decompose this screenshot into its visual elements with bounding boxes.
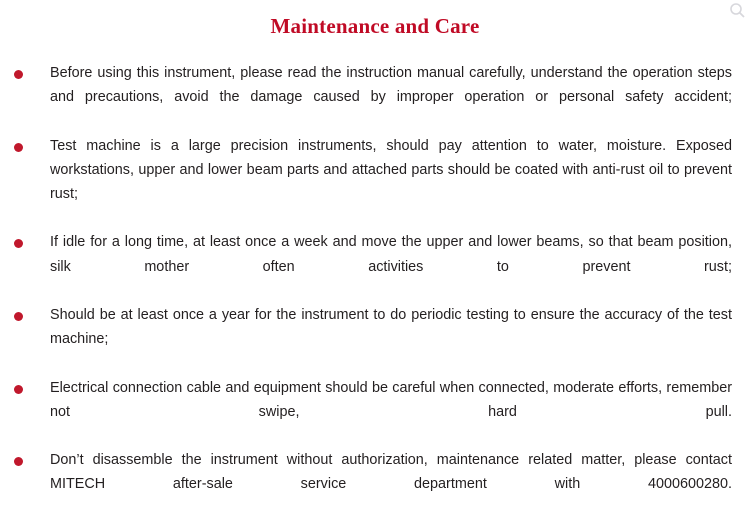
maintenance-content bbox=[0, 61, 750, 521]
list-item bbox=[0, 134, 750, 231]
list-item-text: Don’t disassemble the instrument without authorization, maintenance related matter, please contact MITECH after-sale service department with 4000600280. bbox=[50, 452, 732, 493]
list-item-text: Electrical connection cable and equipment should be careful when connected, moderate efforts, remember not swipe, hard pull. bbox=[50, 379, 732, 420]
list-item bbox=[0, 230, 750, 303]
list-item-text: Before using this instrument, please read the instruction manual carefully, understand the operation steps and precautions, avoid the damage caused by improper operation or personal safety accident; bbox=[50, 65, 732, 106]
bullet-dot-icon bbox=[14, 312, 23, 321]
list-item bbox=[0, 376, 750, 449]
bullet-dot-icon bbox=[14, 385, 23, 394]
magnifier-icon bbox=[728, 2, 746, 18]
list-item-text: If idle for a long time, at least once a week and move the upper and lower beams, so that beam position, silk mother often activities to prevent rust; bbox=[50, 234, 732, 275]
maintenance-bullet-list bbox=[0, 61, 750, 521]
list-item bbox=[0, 303, 750, 376]
list-item bbox=[0, 61, 750, 134]
bullet-dot-icon bbox=[14, 70, 23, 79]
list-item-text: Test machine is a large precision instruments, should pay attention to water, moisture. Exposed workstations, upper and lower beam parts and attached parts should be coated with anti-rust oil to prevent rust; bbox=[50, 137, 732, 203]
list-item-text: Should be at least once a year for the instrument to do periodic testing to ensure the accuracy of the test machine; bbox=[50, 307, 732, 348]
bullet-dot-icon bbox=[14, 457, 23, 466]
bullet-dot-icon bbox=[14, 143, 23, 152]
list-item bbox=[0, 448, 750, 521]
page-title: Maintenance and Care bbox=[270, 14, 480, 38]
bullet-dot-icon bbox=[14, 239, 23, 248]
